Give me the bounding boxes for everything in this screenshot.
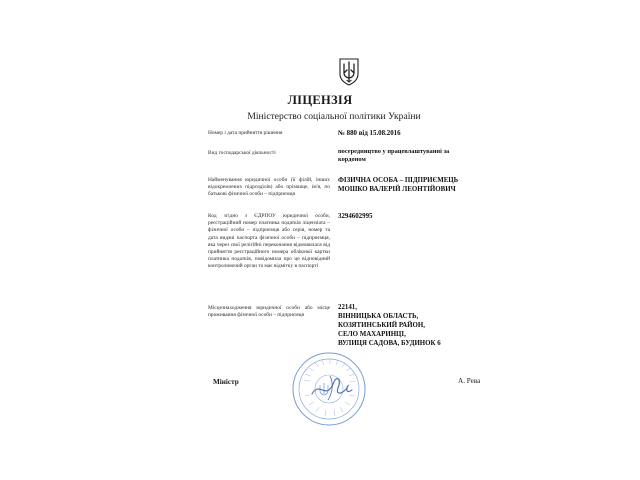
address-line: ВІННИЦЬКА ОБЛАСТЬ, [338, 313, 419, 320]
licensee-name-line: ФІЗИЧНА ОСОБА – ПІДПРИЄМЕЦЬ [338, 177, 459, 184]
tax-code-label: Код згідно з ЄДРПОУ юридичної особи, реєстраційний номер платника податків ліцензіата – фізичної особи – підприємця або серія, номер та дата видачі паспорта фізичної особи – підприємця, яка через свої релігійні переконання відмовилася від прийняття реєстраційного номера облікової картки платника податків, повідомила про це відповідний контролюючий орган та має відмітку в паспорті [208, 213, 330, 270]
signatory-position: Міністр [213, 378, 239, 386]
tax-code-value: 3294602995 [338, 213, 373, 220]
activity-type-value: посередництво у працевлаштуванні за кордоном [338, 148, 450, 164]
signatory-name: А. Рева [458, 377, 481, 385]
activity-type-label: Вид господарської діяльності [208, 150, 276, 156]
document-title: ЛІЦЕНЗІЯ [287, 93, 353, 107]
licensee-name-label: Найменування юридичної особи (її філій, інших відокремлених підрозділів) або прізвище, ім'я, по батькові фізичної особи – підприємця [208, 177, 330, 198]
address-line: СЕЛО МАХАРИНЦІ, [338, 331, 406, 338]
address-line: 22141, [338, 304, 357, 311]
licensee-name-line: МОШКО ВАЛЕРІЙ ЛЕОНТІЙОВИЧ [338, 186, 456, 193]
decision-number-value: № 880 від 15.08.2016 [338, 130, 401, 137]
address-line: КОЗЯТИНСЬКИЙ РАЙОН, [338, 322, 425, 329]
official-stamp-icon [290, 350, 368, 428]
issuing-authority: Міністерство соціальної політики України [247, 111, 421, 122]
coat-of-arms-icon [338, 58, 360, 86]
decision-number-label: Номер і дата прийняття рішення [208, 130, 283, 136]
address-line: ВУЛИЦЯ САДОВА, БУДИНОК 6 [338, 340, 441, 347]
address-label: Місцезнаходження юридичної особи або місце проживання фізичної особи – підприємця [208, 305, 330, 319]
